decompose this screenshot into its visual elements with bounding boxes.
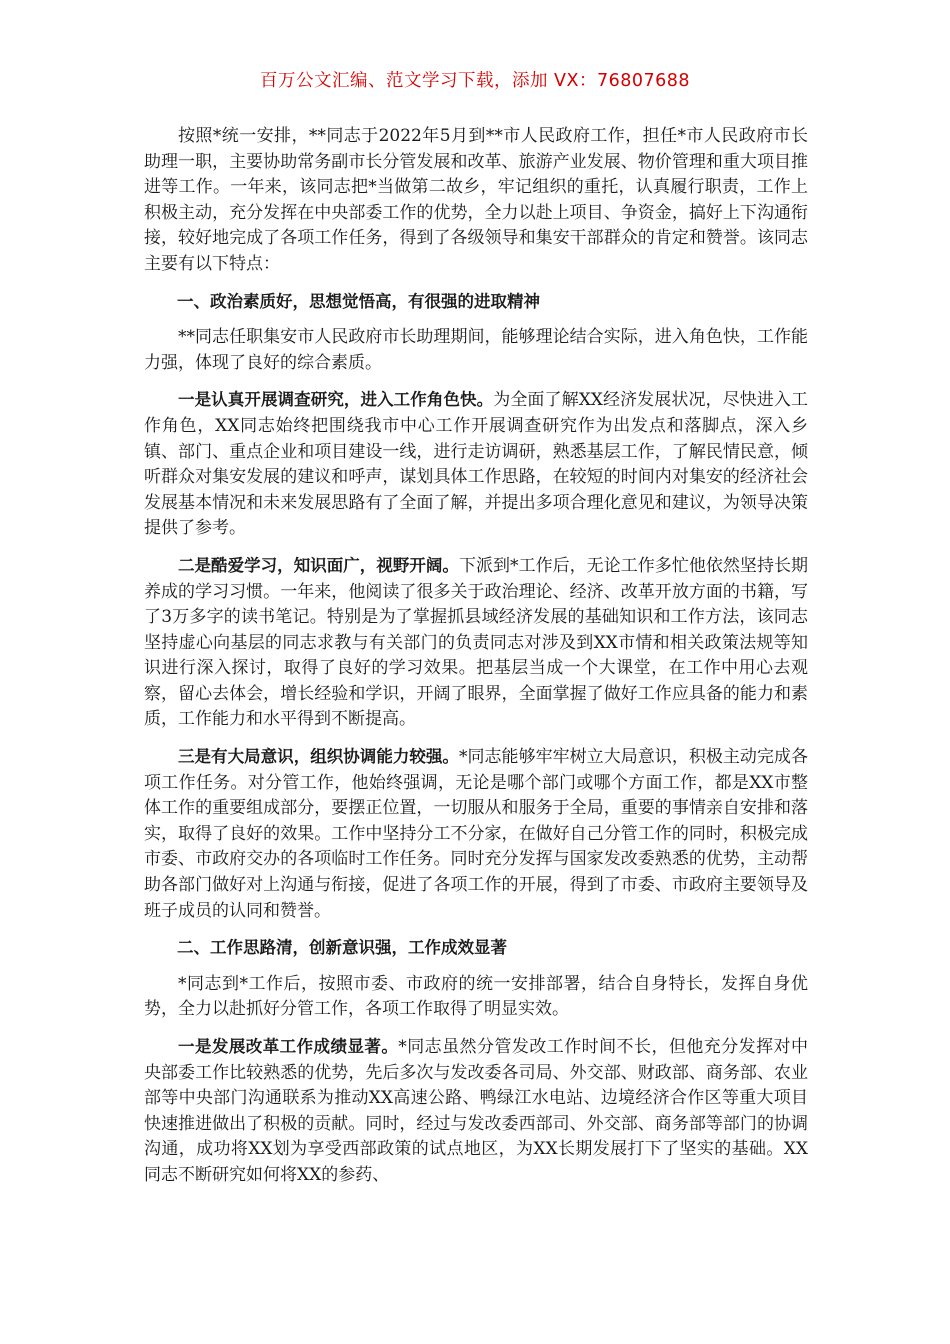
- section-heading-1: 一、政治素质好，思想觉悟高，有很强的进取精神: [177, 291, 540, 311]
- section-1-point-2: [144, 553, 808, 733]
- point-lead: 二是酷爱学习，知识面广，视野开阔。: [178, 555, 459, 575]
- section-2-intro: *同志到*工作后，按照市委、市政府的统一安排部署，结合自身特长，发挥自身优势，全力以赴抓好分管工作，各项工作取得了明显实效。: [144, 973, 808, 1020]
- point-lead: 一是认真开展调查研究，进入工作角色快。: [178, 390, 494, 410]
- point-lead: 三是有大局意识，组织协调能力较强。: [178, 747, 459, 767]
- section-2-point-1: [144, 1034, 808, 1189]
- promo-banner: 百万公文汇编、范文学习下载，添加 VX：76807688: [259, 71, 691, 91]
- intro-paragraph: 按照*统一安排，**同志于2022年5月到**市人民政府工作，担任*市人民政府市长助理一职，主要协助常务副市长分管发展和改革、旅游产业发展、物价管理和重大项目推进等工作。一年来，该同志把*当做第二故乡，牢记组织的重托，认真履行职责，工作上积极主动，充分发挥在中央部委工作的优势，全力以赴上项目、争资金，搞好上下沟通衔接，较好地完成了各项工作任务，得到了各级领导和集安干部群众的肯定和赞誉。该同志主要有以下特点：: [144, 126, 808, 274]
- point-text: 下派到*工作后，无论工作多忙他依然坚持长期养成的学习习惯。一年来，他阅读了很多关于政治理论、经济、改革开放方面的书籍，写了3万多字的读书笔记。特别是为了掌握抓县域经济发展的基础知识和工作方法，该同志坚持虚心向基层的同志求教与有关部门的负责同志对涉及到XX市情和相关政策法规等知识进行深入探讨，取得了良好的学习效果。把基层当成一个大课堂，在工作中用心去观察，留心去体会，增长经验和学识，开阔了眼界，全面掌握了做好工作应具备的能力和素质，工作能力和水平得到不断提高。: [144, 555, 809, 730]
- point-text: 为全面了解XX经济发展状况，尽快进入工作角色，XX同志始终把围绕我市中心工作开展调查研究作为出发点和落脚点，深入乡镇、部门、重点企业和项目建设一线，进行走访调研，熟悉基层工作，了解民情民意，倾听群众对集安发展的建议和呼声，谋划具体工作思路，在较短的时间内对集安的经济社会发展基本情况和未来发展思路有了全面了解，并提出多项合理化意见和建议，为领导决策提供了参考。: [144, 390, 808, 539]
- section-1-point-3: [144, 744, 808, 924]
- section-1-intro: **同志任职集安市人民政府市长助理期间，能够理论结合实际，进入角色快，工作能力强，体现了良好的综合素质。: [144, 327, 808, 373]
- point-text: *同志虽然分管发改工作时间不长，但他充分发挥对中央部委工作比较熟悉的优势，先后多次与发改委各司局、外交部、财政部、商务部、农业部等中央部门沟通联系为推动XX高速公路、鸭绿江水电站、边境经济合作区等重大项目快速推进做出了积极的贡献。同时，经过与发改委西部司、外交部、商务部等部门的协调沟通，成功将XX划为享受西部政策的试点地区，为XX长期发展打下了坚实的基础。XX同志不断研究如何将XX的参药、: [144, 1037, 809, 1185]
- point-lead: 一是发展改革工作成绩显著。: [178, 1037, 399, 1056]
- section-heading-2: 二、工作思路清，创新意识强，工作成效显著: [177, 938, 507, 958]
- point-text: *同志能够牢牢树立大局意识，积极主动完成各项工作任务。对分管工作，他始终强调，无论是哪个部门或哪个方面工作，都是XX市整体工作的重要组成部分，要摆正位置，一切服从和服务于全局，重要的事情亲自安排和落实，取得了良好的效果。工作中坚持分工不分家，在做好自己分管工作的同时，积极完成市委、市政府交办的各项临时工作任务。同时充分发挥与国家发改委熟悉的优势，主动帮助各部门做好对上沟通与衔接，促进了各项工作的开展，得到了市委、市政府主要领导及班子成员的认同和赞誉。: [144, 747, 809, 921]
- document-body: [144, 124, 808, 1200]
- section-1-point-1: [144, 387, 808, 542]
